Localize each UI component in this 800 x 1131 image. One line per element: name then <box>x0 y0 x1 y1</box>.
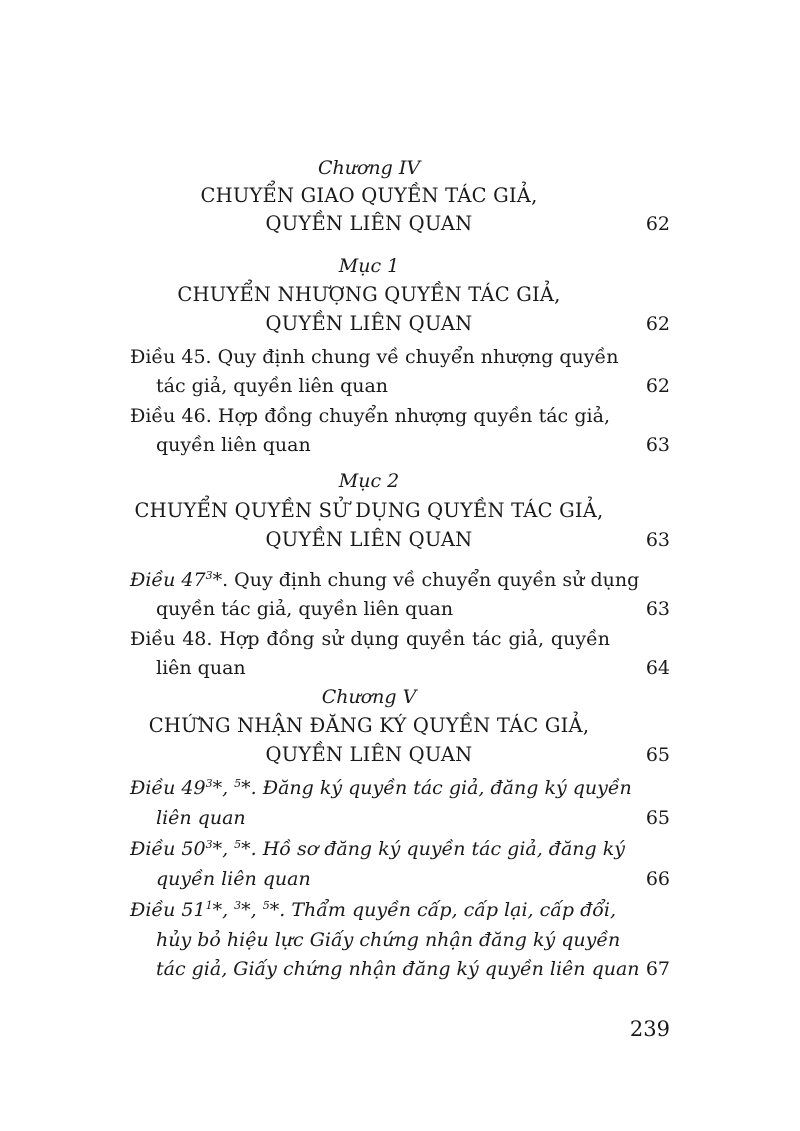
article-46-line2: quyền liên quan <box>156 434 311 456</box>
article-50-separator: *, <box>212 838 235 860</box>
article-51-footnote-ref-2: 3 <box>234 899 242 912</box>
article-51-separator-2: *, <box>241 899 263 921</box>
article-46-page-number: 63 <box>645 434 670 456</box>
chapter-5-title-line1: CHỨNG NHẬN ĐĂNG KÝ QUYỀN TÁC GIẢ, <box>148 714 590 737</box>
article-45-page-number: 62 <box>645 375 670 397</box>
article-50-prefix: Điều 50 <box>130 838 206 860</box>
section-2-label: Mục 2 <box>338 470 400 492</box>
article-47-line2: quyền tác giả, quyền liên quan <box>156 598 454 620</box>
chapter-5-title-line2: QUYỀN LIÊN QUAN <box>265 743 473 766</box>
article-48-line2: liên quan <box>156 657 246 679</box>
article-48-line1: Điều 48. Hợp đồng sử dụng quyền tác giả, quyền <box>130 628 610 650</box>
section-2-title-line1: CHUYỂN QUYỀN SỬ DỤNG QUYỀN TÁC GIẢ, <box>134 499 604 522</box>
chapter-4-page-number: 62 <box>645 213 670 235</box>
article-48-page-number: 64 <box>645 657 670 679</box>
article-49-page-number: 65 <box>645 807 670 829</box>
article-47-title-start: *. Quy định chung về chuyển quyền sử dụng <box>212 569 640 591</box>
article-49-line1 <box>130 776 632 800</box>
article-51-line3: tác giả, Giấy chứng nhận đăng ký quyền liên quan <box>156 958 640 980</box>
chapter-4-title-line2: QUYỀN LIÊN QUAN <box>265 212 473 235</box>
article-45-line1: Điều 45. Quy định chung về chuyển nhượng quyền <box>130 346 619 368</box>
article-49-footnote-ref-2: 5 <box>234 777 242 790</box>
article-50-line1 <box>130 837 625 861</box>
chapter-4-label: Chương IV <box>317 157 421 179</box>
article-50-footnote-ref-2: 5 <box>234 838 242 851</box>
article-47-prefix: Điều 47 <box>130 569 206 591</box>
article-50-page-number: 66 <box>645 868 670 890</box>
section-1-title-line1: CHUYỂN NHƯỢNG QUYỀN TÁC GIẢ, <box>177 283 561 306</box>
article-47-page-number: 63 <box>645 598 670 620</box>
page-folio-number: 239 <box>629 1017 670 1041</box>
article-50-footnote-ref-1: 3 <box>205 838 213 851</box>
article-51-page-number: 67 <box>645 958 670 980</box>
section-1-title-line2: QUYỀN LIÊN QUAN <box>265 312 473 335</box>
article-47-footnote-ref: 3 <box>205 569 213 582</box>
article-49-line2: liên quan <box>156 807 246 829</box>
section-2-page-number: 63 <box>645 529 670 551</box>
article-45-line2: tác giả, quyền liên quan <box>156 375 389 397</box>
article-51-line1 <box>130 898 616 922</box>
chapter-5-page-number: 65 <box>645 744 670 766</box>
article-51-line2: hủy bỏ hiệu lực Giấy chứng nhận đăng ký quyền <box>156 929 621 951</box>
article-51-footnote-ref-1: 1 <box>205 899 213 912</box>
article-51-title-start: *. Thẩm quyền cấp, cấp lại, cấp đổi, <box>269 899 616 921</box>
article-50-line2: quyền liên quan <box>156 868 311 890</box>
article-49-prefix: Điều 49 <box>130 777 206 799</box>
article-49-separator: *, <box>212 777 235 799</box>
article-49-footnote-ref-1: 3 <box>205 777 213 790</box>
article-51-prefix: Điều 51 <box>130 899 206 921</box>
chapter-5-label: Chương V <box>321 686 417 708</box>
article-46-line1: Điều 46. Hợp đồng chuyển nhượng quyền tác giả, <box>130 405 610 427</box>
section-2-title-line2: QUYỀN LIÊN QUAN <box>265 528 473 551</box>
section-1-label: Mục 1 <box>338 255 400 277</box>
article-47-line1 <box>130 568 640 592</box>
article-49-title-start: *. Đăng ký quyền tác giả, đăng ký quyền <box>241 777 632 799</box>
section-1-page-number: 62 <box>645 313 670 335</box>
article-51-separator-1: *, <box>212 899 235 921</box>
chapter-4-title-line1: CHUYỂN GIAO QUYỀN TÁC GIẢ, <box>200 184 538 207</box>
article-51-footnote-ref-3: 5 <box>262 899 270 912</box>
article-50-title-start: *. Hồ sơ đăng ký quyền tác giả, đăng ký <box>241 838 625 860</box>
